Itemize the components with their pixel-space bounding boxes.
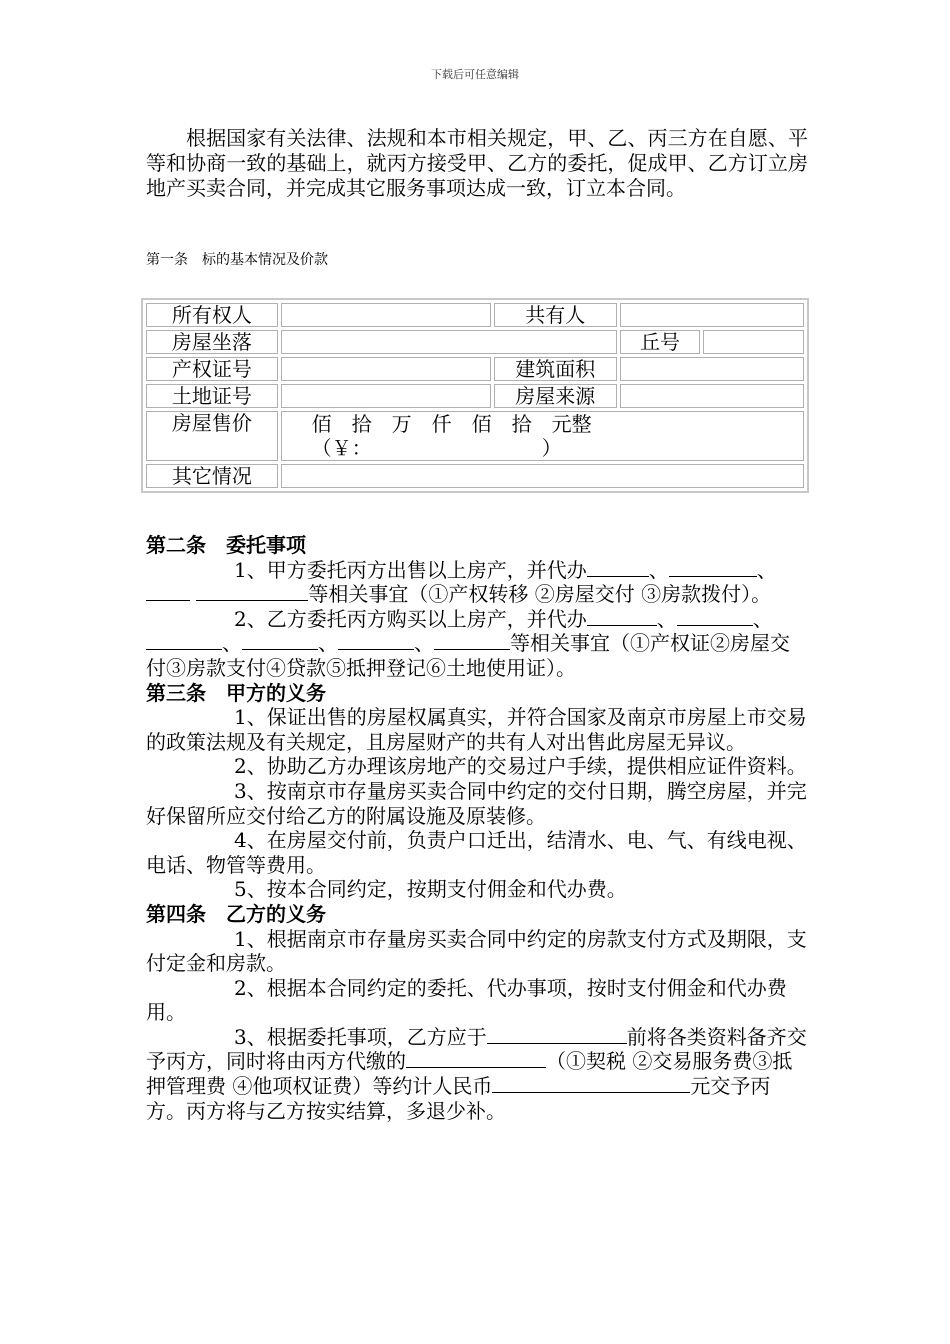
table-row [146,303,804,327]
blank-field[interactable] [146,582,190,601]
property-info-table [141,298,809,493]
blank-field[interactable] [587,558,649,577]
article-2-item-2: 2、乙方委托丙方购买以上房产，并代办 、 、、 、 、 等相关事宜（①产权证②房屋交付③房款支付④贷款⑤抵押登记⑥土地使用证）。 [146,606,790,680]
intro-text: 根据国家有关法律、法规和本市相关规定，甲、乙、丙三方在自愿、平等和协商一致的基础上，就丙方接受甲、乙方的委托，促成甲、乙方订立房地产买卖合同，并完成其它服务事项达成一致，订立本合同。 [146,126,808,200]
cert-no-value-cell [281,357,491,381]
blank-field[interactable] [587,607,657,626]
article-3-item-3: 3、按南京市存量房买卖合同中约定的交付日期，腾空房屋，并完好保留所应交付给乙方的附属设施及原装修。 [146,778,807,828]
area-value-cell [620,357,804,381]
page-header: 下载后可任意编辑 [431,68,519,81]
land-cert-label: 土地证号 [146,384,278,408]
land-cert-value-cell [281,384,491,408]
lot-label: 丘号 [620,330,700,354]
co-owner-label: 共有人 [494,303,617,327]
article-3-item-5: 5、按本合同约定，按期支付佣金和代办费。 [234,877,627,902]
other-value-cell [281,464,804,488]
table-row [146,464,804,488]
blank-field[interactable] [196,582,308,601]
co-owner-value-cell [620,303,804,327]
table-row [146,357,804,381]
blank-field[interactable] [677,607,753,626]
blank-field[interactable] [242,631,318,650]
price-units-text: 佰 拾 万 仟 佰 拾 元整（￥： ） [281,411,804,461]
intro-paragraph [146,126,808,201]
table-row [146,411,804,461]
blank-field[interactable] [492,1074,628,1093]
article-4-title: 第四条 乙方的义务 [146,901,326,926]
table-row [146,330,804,354]
blank-field[interactable] [628,1074,690,1093]
article-3-item-4: 4、在房屋交付前，负责户口迁出，结清水、电、气、有线电视、电话、物管等费用。 [146,828,807,877]
blank-field[interactable] [487,1025,627,1044]
price-label: 房屋售价 [146,411,278,461]
article-2-item-1: 1、甲方委托丙方出售以上房产，并代办 、 、 等相关事宜（①产权转移 ②房屋交付 ③房款拨付）。 [146,558,808,607]
other-label: 其它情况 [146,464,278,488]
contract-body [146,533,808,1123]
table-row [146,384,804,408]
article-4-item-1: 1、根据南京市存量房买卖合同中约定的房款支付方式及期限，支付定金和房款。 [146,926,807,976]
location-label: 房屋坐落 [146,330,278,354]
source-value-cell [620,384,804,408]
blank-field[interactable] [338,631,414,650]
lot-value-cell [703,330,804,354]
location-value-cell [281,330,617,354]
article-4-item-3: 3、根据委托事项，乙方应于 前将各类资料备齐交予丙方，同时将由丙方代缴的 （①契税 ②交易服务费③抵押管理费 ④他项权证费）等约计人民币 元交予丙方。丙方将与乙方按实结算，多退少补。 [146,1024,807,1123]
article-3-item-1: 1、保证出售的房屋权属真实，并符合国家及南京市房屋上市交易的政策法规及有关规定，且房屋财产的共有人对出售此房屋无异议。 [146,705,807,754]
article-3-item-2: 2、协助乙方办理该房地产的交易过户手续，提供相应证件资料。 [234,754,807,779]
blank-field[interactable] [747,558,757,577]
article-4-item-2: 2、根据本合同约定的委托、代办事项，按时支付佣金和代办费用。 [146,975,787,1025]
cert-no-label: 产权证号 [146,357,278,381]
blank-field[interactable] [146,631,222,650]
blank-field[interactable] [406,1049,546,1068]
source-label: 房屋来源 [494,384,617,408]
owner-value-cell [281,303,491,327]
area-label: 建筑面积 [494,357,617,381]
article-1-title: 第一条 标的基本情况及价款 [146,252,328,268]
article-2-title: 第二条 委托事项 [146,533,306,557]
blank-field[interactable] [669,558,747,577]
blank-field[interactable] [434,631,510,650]
owner-label: 所有权人 [146,303,278,327]
article-3-title: 第三条 甲方的义务 [146,680,326,705]
